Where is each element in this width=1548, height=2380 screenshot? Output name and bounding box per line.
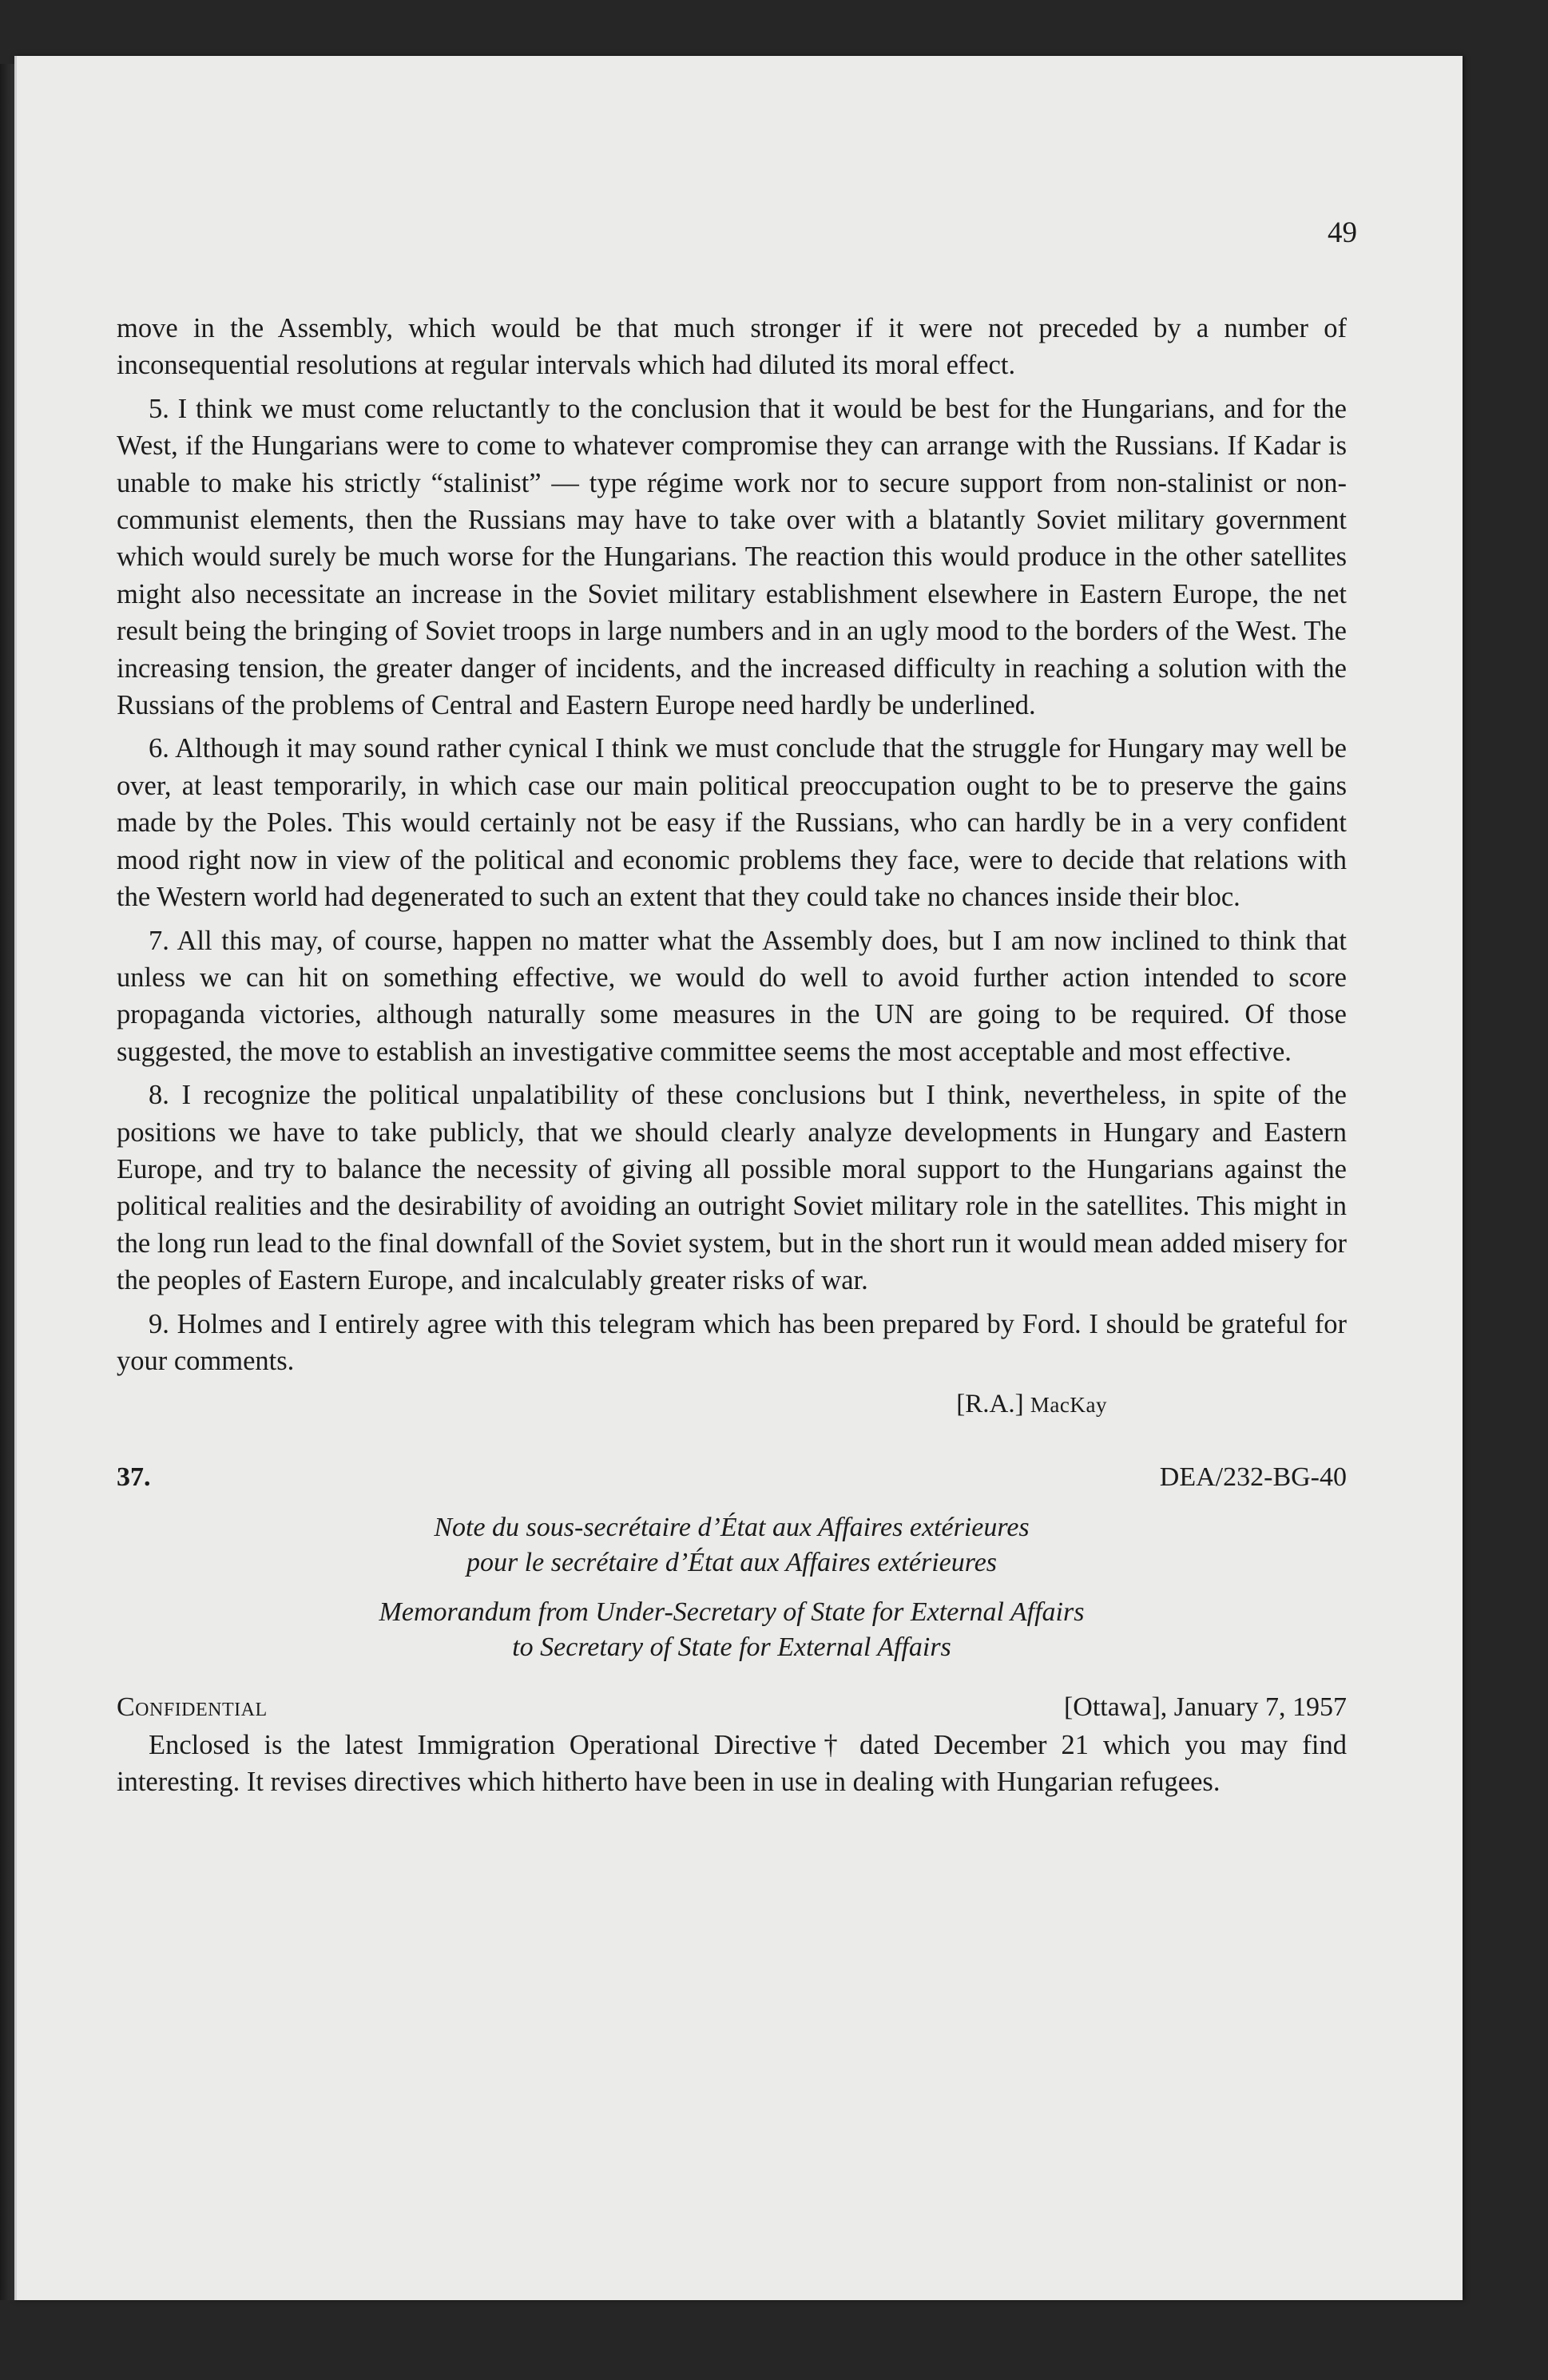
paragraph-9: 9. Holmes and I entirely agree with this telegram which has been prepared by Ford. I should be grateful for your comments. (117, 1308, 1347, 1376)
document-page (14, 56, 1463, 2300)
body-text (117, 310, 1347, 1807)
title-english-line-1: Memorandum from Under-Secretary of State for External Affairs (379, 1597, 1085, 1628)
paragraph-continuation: move in the Assembly, which would be that much stronger if it were not preceded by a number of inconsequential resolutions at regular intervals which had diluted its moral effect. (117, 313, 1347, 381)
document-header (117, 1459, 1347, 1496)
title-english (117, 1595, 1347, 1665)
paragraph-8: 8. I recognize the political unpalatibility of these conclusions but I think, nevertheless, in spite of the positions we have to take publicly, that we should clearly analyze developments in Hungary and Eastern Europe, and try to balance the necessity of giving all possible moral support to the Hungarians against the political realities and the desirability of avoiding an outright Soviet military role in the satellites. This might in the long run lead to the final downfall of the Soviet system, but in the short run it would mean added misery for the peoples of Eastern Europe, and incalculably greater risks of war. (117, 1080, 1347, 1296)
document-number: 37. (117, 1462, 151, 1492)
signature-initials: [R.A.] (956, 1390, 1030, 1419)
place-date: [Ottawa], January 7, 1957 (1063, 1692, 1347, 1723)
title-french-line-1: Note du sous-secrétaire d’État aux Affaires extérieures (434, 1513, 1030, 1543)
title-english-line-2: to Secretary of State for External Affairs (512, 1632, 951, 1663)
page-number: 49 (1328, 216, 1357, 249)
signature-name: MacKay (1030, 1393, 1107, 1418)
paragraph-5: 5. I think we must come reluctantly to the conclusion that it would be best for the Hungarians, and for the West, if the Hungarians were to come to whatever compromise they can arrange with the Russians. If Kadar is unable to make his strictly “stalinist” — type régime work nor to secure support from non-stalinist or non-communist elements, then the Russians may have to take over with a blatantly Soviet military government which would surely be much worse for the Hungarians. The reaction this would produce in the other satellites might also necessitate an increase in the Soviet military establishment elsewhere in Eastern Europe, the net result being the bringing of Soviet troops in large numbers and in an ugly mood to the borders of the West. The increasing tension, the greater danger of incidents, and the increased difficulty in reaching a solution with the Russians of the problems of Central and Eastern Europe need hardly be underlined. (117, 393, 1347, 721)
document-body: Enclosed is the latest Immigration Operational Directive† dated December 21 which you may find interesting. It revises directives which hitherto have been in use in dealing with Hungarian refugees. (117, 1729, 1347, 1797)
classification: Confidential (117, 1692, 268, 1723)
document-reference: DEA/232-BG-40 (1159, 1462, 1347, 1492)
document-titles (117, 1510, 1347, 1665)
title-french-line-2: pour le secrétaire d’État aux Affaires extérieures (466, 1548, 998, 1578)
title-french (117, 1510, 1347, 1581)
paragraph-6: 6. Although it may sound rather cynical I think we must conclude that the struggle for Hungary may well be over, at least temporarily, in which case our main political preoccupation ought to be to preserve the gains made by the Poles. This would certainly not be easy if the Russians, who can hardly be in a very confident mood right now in view of the political and economic problems they face, were to decide that relations with the Western world had degenerated to such an extent that they could take no chances inside their bloc. (117, 733, 1347, 913)
signature (117, 1386, 1347, 1423)
paragraph-7: 7. All this may, of course, happen no matter what the Assembly does, but I am now inclined to think that unless we can hit on something effective, we would do well to avoid further action intended to score propaganda victories, although naturally some measures in the UN are going to be required. Of those suggested, the move to establish an investigative committee seems the most acceptable and most effective. (117, 925, 1347, 1067)
document-meta (117, 1689, 1347, 1726)
